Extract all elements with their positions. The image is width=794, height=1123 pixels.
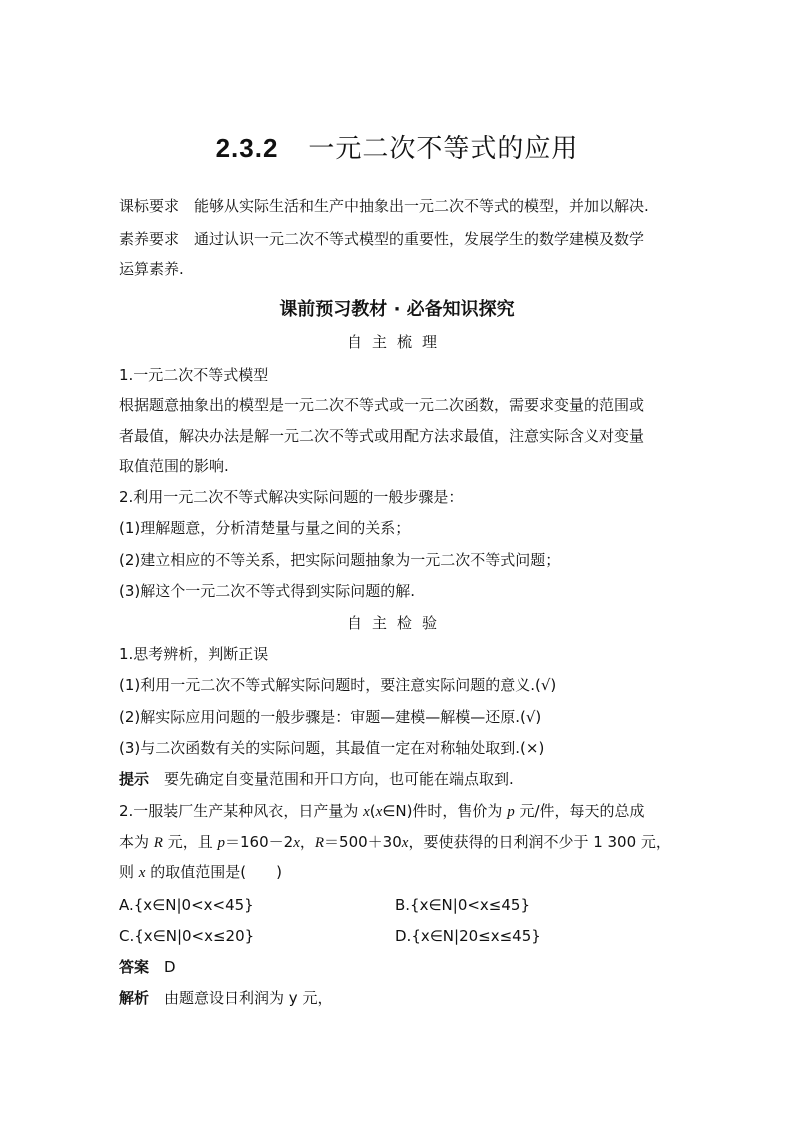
point-1-heading: 1.一元二次不等式模型: [119, 366, 269, 384]
lesson-title: [0, 128, 794, 165]
point-2-heading: 2.利用一元二次不等式解决实际问题的一般步骤是：: [119, 488, 464, 506]
q2-var: p: [217, 835, 225, 851]
option-b: B.{x∈N|0<x≤45}: [395, 896, 531, 914]
question-1-item-1: (1)利用一元二次不等式解实际问题时，要注意实际问题的意义.(√): [119, 676, 557, 694]
q2-text: 的取值范围是( ): [145, 863, 282, 881]
answer-line: [119, 956, 176, 978]
option-a: A.{x∈N|0<x<45}: [119, 896, 254, 914]
q2-text: 元/件，每天的总成: [514, 802, 645, 820]
q2-text: ∈N)件时，售价为: [382, 802, 508, 820]
requirement-line-2: [119, 228, 644, 250]
q2-text: 元，且: [162, 833, 218, 851]
hint-label: 提示: [119, 770, 150, 788]
hint-text: 要先确定自变量范围和开口方向，也可能在端点取到.: [164, 770, 514, 788]
q2-text: ，要使获得的日利润不少于 1 300 元，: [408, 833, 671, 851]
q2-var: R: [314, 835, 325, 851]
requirement-text-2b: 运算素养.: [119, 260, 184, 278]
q2-text: 则: [119, 863, 139, 881]
question-2-line-1: [119, 800, 645, 823]
point-2-step-2: (2)建立相应的不等关系，把实际问题抽象为一元二次不等式问题；: [119, 551, 561, 569]
question-1-item-3: (3)与二次函数有关的实际问题，其最值一定在对称轴处取到.(×): [119, 739, 545, 757]
q2-var: x: [138, 865, 146, 881]
q2-text: ，: [299, 833, 315, 851]
point-2-step-3: (3)解这个一元二次不等式得到实际问题的解.: [119, 582, 416, 600]
q2-text: 本为: [119, 833, 154, 851]
q2-text: 2.一服装厂生产某种风衣，日产量为: [119, 802, 364, 820]
answer-label: 答案: [119, 958, 150, 976]
question-1-heading: 1.思考辨析，判断正误: [119, 645, 269, 663]
answer-value: D: [164, 958, 176, 976]
q2-var: p: [507, 804, 515, 820]
point-1-line-2: 者最值，解决办法是解一元二次不等式或用配方法求最值，注意实际含义对变量: [119, 427, 645, 445]
option-d: D.{x∈N|20≤x≤45}: [395, 927, 541, 945]
q2-text: ＝160－2: [225, 833, 294, 851]
lesson-title-text: 一元二次不等式的应用: [308, 134, 579, 164]
point-2-step-1: (1)理解题意，分析清楚量与量之间的关系；: [119, 519, 411, 537]
requirement-label-2: 素养要求: [119, 230, 180, 248]
q2-var: R: [153, 835, 163, 851]
question-2-line-3: [119, 861, 282, 884]
requirement-text-2a: 通过认识一元二次不等式模型的重要性，发展学生的数学建模及数学: [194, 230, 645, 248]
point-1-line-1: 根据题意抽象出的模型是一元二次不等式或一元二次函数，需要求变量的范围或: [119, 396, 645, 414]
analysis-label: 解析: [119, 989, 150, 1007]
q2-var: x: [293, 835, 300, 851]
subsection-title-1: 自主梳理: [346, 333, 447, 351]
option-c: C.{x∈N|0<x≤20}: [119, 927, 255, 945]
q2-var: x: [363, 804, 370, 820]
question-1-item-2: (2)解实际应用问题的一般步骤是：审题—建模—解模—还原.(√): [119, 708, 542, 726]
point-1-line-3: 取值范围的影响.: [119, 457, 229, 475]
q2-text: ＝500＋30: [324, 833, 402, 851]
lesson-number: 2.3.2: [215, 133, 279, 163]
q2-var: x: [375, 804, 383, 820]
analysis-text: 由题意设日利润为 y 元，: [164, 989, 333, 1007]
hint-line: [119, 768, 514, 790]
analysis-line: [119, 987, 332, 1009]
requirement-line-1: [119, 195, 649, 217]
requirement-text-1: 能够从实际生活和生产中抽象出一元二次不等式的模型，并加以解决.: [194, 197, 649, 215]
section-title: 课前预习教材 · 必备知识探究: [279, 299, 515, 320]
subsection-title-2: 自主检验: [346, 614, 447, 632]
requirement-label-1: 课标要求: [119, 197, 180, 215]
q2-text: (: [369, 802, 376, 820]
q2-var: x: [401, 835, 409, 851]
question-2-line-2: [119, 831, 671, 854]
